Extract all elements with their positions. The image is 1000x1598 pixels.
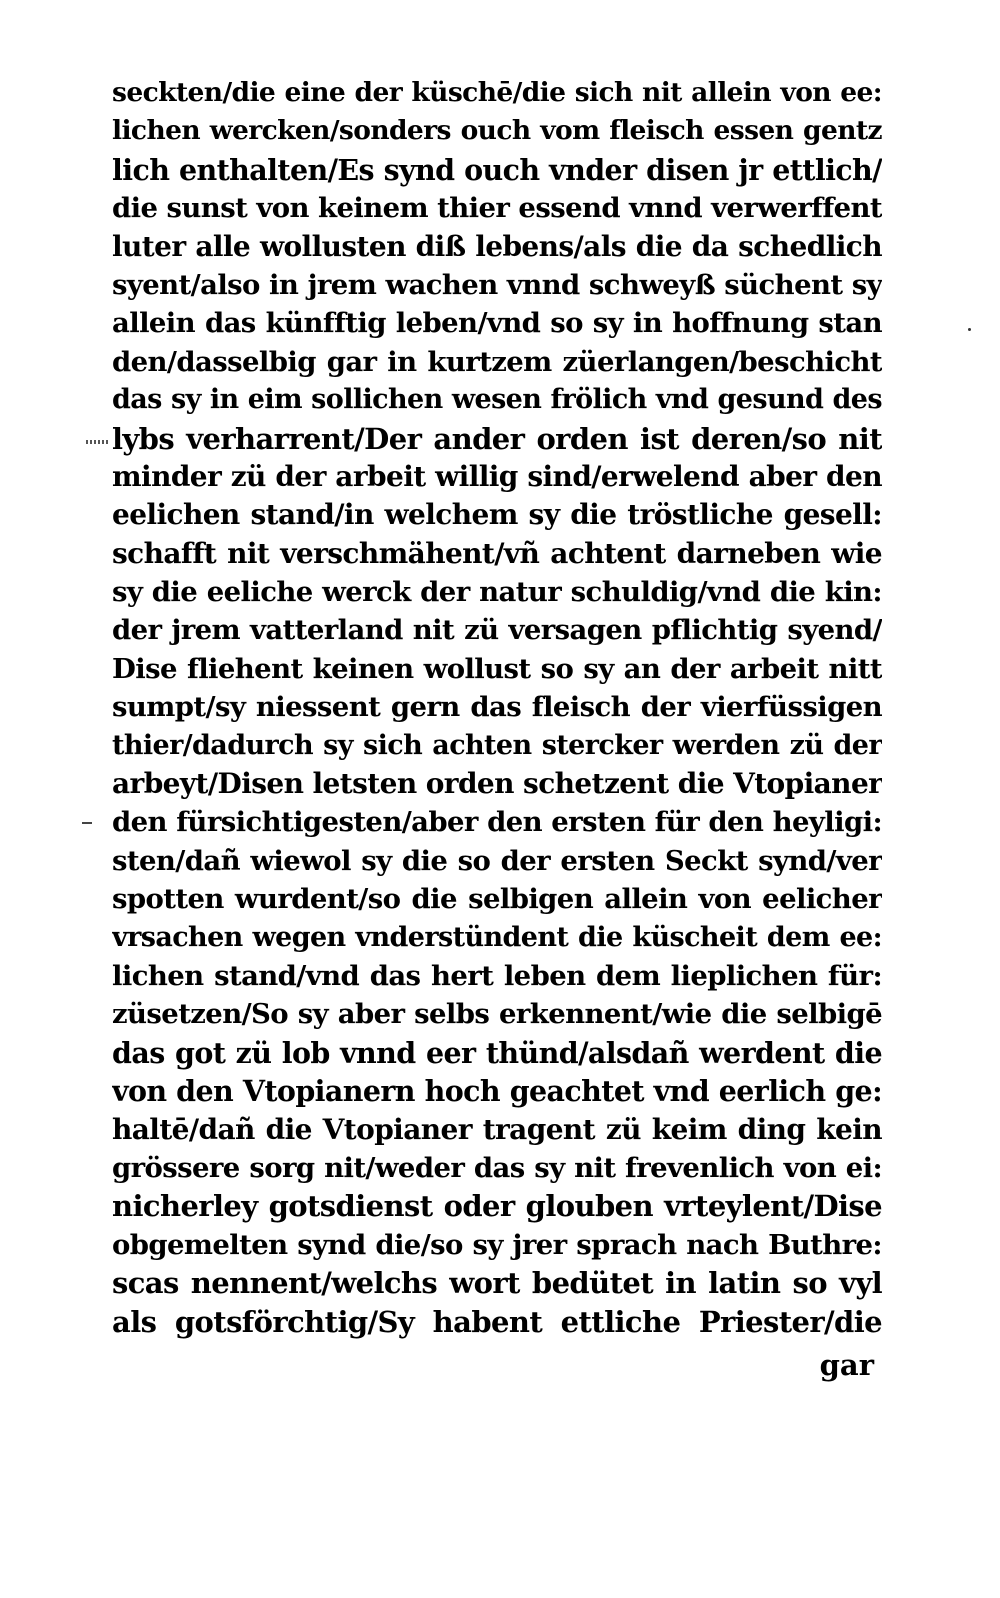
text-line: spotten wurdent/so die selbigen allein von eelicher <box>112 883 882 916</box>
text-line: lich enthalten/Es synd ouch vnder disen jr ettlich/ <box>112 152 882 187</box>
text-line: von den Vtopianern hoch geachtet vnd eerlich ge: <box>112 1074 882 1109</box>
text-line: Dise fliehent keinen wollust so sy an der arbeit nitt <box>112 652 882 685</box>
margin-dash <box>82 822 92 824</box>
page-speck <box>968 328 971 331</box>
text-line: sumpt/sy niessent gern das fleisch der vierfüssigen <box>112 691 882 724</box>
text-line: allein das künfftig leben/vnd so sy in hoffnung stan <box>112 307 882 340</box>
text-line: syent/also in jrem wachen vnnd schweyß süchent sy <box>112 268 882 301</box>
text-line: züsetzen/So sy aber selbs erkennent/wie die selbigē <box>112 998 882 1031</box>
text-line: den/dasselbig gar in kurtzem züerlangen/beschicht <box>112 345 882 378</box>
text-line: vrsachen wegen vnderstündent die küscheit dem ee: <box>112 921 882 953</box>
text-line: sten/dañ wiewol sy die so der ersten Seckt synd/ver <box>112 844 882 877</box>
text-line: der jrem vatterland nit zü versagen pflichtig syend/ <box>112 614 882 647</box>
text-block <box>112 74 882 1341</box>
text-line: als gotsförchtig/Sy habent ettliche Priester/die <box>112 1304 882 1339</box>
text-line: seckten/die eine der küschē/die sich nit allein von ee: <box>112 77 882 108</box>
text-line: arbeyt/Disen letsten orden schetzent die Vtopianer <box>112 767 882 801</box>
text-line: haltē/dañ die Vtopianer tragent zü keim ding kein <box>112 1112 882 1146</box>
catchword: gar <box>819 1348 874 1382</box>
text-line: lichen stand/vnd das hert leben dem lieplichen für: <box>112 959 882 992</box>
text-line: den fürsichtigesten/aber den ersten für den heyligi: <box>112 806 882 839</box>
text-line: das got zü lob vnnd eer thünd/alsdañ werdent die <box>112 1035 882 1070</box>
text-line: die sunst von keinem thier essend vnnd verwerffent <box>112 192 882 225</box>
text-line: lybs verharrent/Der ander orden ist deren/so nit <box>112 421 882 456</box>
text-line: nicherley gotsdienst oder glouben vrteylent/Dise <box>112 1189 882 1224</box>
text-line: grössere sorg nit/weder das sy nit frevenlich von ei: <box>112 1151 882 1184</box>
text-line: eelichen stand/in welchem sy die tröstliche gesell: <box>112 498 882 532</box>
text-line: minder zü der arbeit willig sind/erwelend aber den <box>112 459 882 493</box>
text-line: thier/dadurch sy sich achten stercker werden zü der <box>112 729 882 761</box>
text-line: luter alle wollusten diß lebens/als die da schedlich <box>112 229 882 263</box>
text-line: schafft nit verschmähent/vñ achtent darneben wie <box>112 536 882 570</box>
text-line: lichen wercken/sonders ouch vom fleisch essen gentz <box>112 115 882 147</box>
text-line: sy die eeliche werck der natur schuldig/vnd die kin: <box>112 576 882 609</box>
text-line: obgemelten synd die/so sy jrer sprach nach Buthre: <box>112 1228 882 1261</box>
text-line: das sy in eim sollichen wesen frölich vnd gesund des <box>112 384 882 416</box>
text-line: scas nennent/welchs wort bedütet in latin so vyl <box>112 1266 882 1301</box>
margin-mark <box>86 440 108 444</box>
